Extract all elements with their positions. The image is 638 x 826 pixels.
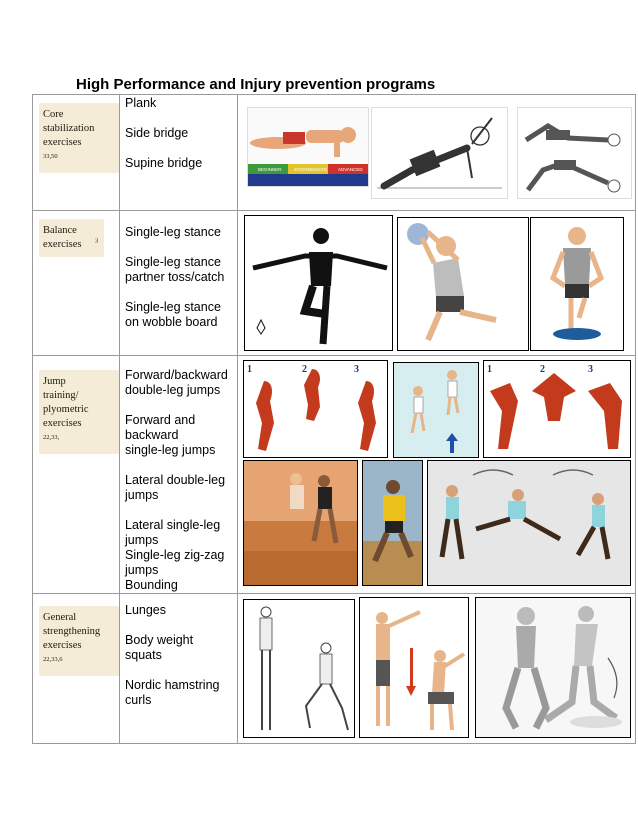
table-row — [33, 356, 636, 594]
exercise-item: Single-leg stance — [125, 300, 221, 314]
category-ref: 3 — [95, 237, 99, 245]
table-row — [33, 211, 636, 356]
category-name: Balance exercises — [43, 225, 82, 250]
exercise-item: single-leg jumps — [125, 443, 216, 457]
step-number: 2 — [540, 364, 545, 375]
exercise-list-cell — [120, 95, 238, 211]
category-label — [39, 219, 104, 257]
exercise-item: partner toss/catch — [125, 270, 225, 284]
exercise-item: Lateral double-leg — [125, 473, 226, 487]
image-cell — [238, 356, 636, 594]
partner-toss-image — [397, 217, 529, 351]
exercise-item: double-leg jumps — [125, 383, 221, 397]
exercise-item: Plank — [125, 96, 157, 110]
category-ref: 22,33, — [43, 434, 60, 441]
exercise-item: Side bridge — [125, 126, 189, 140]
step-number: 3 — [588, 364, 593, 375]
step-number: 2 — [302, 364, 307, 375]
wobble-board-image — [530, 217, 624, 351]
exercise-item: Forward and — [125, 413, 196, 427]
single-leg-jump-image — [393, 362, 479, 458]
exercise-item: Body weight — [125, 633, 194, 647]
squats-image — [359, 597, 469, 738]
exercise-item: Bounding — [125, 578, 178, 592]
exercise-list-cell — [120, 211, 238, 356]
exercise-list — [120, 211, 237, 330]
exercise-item: on wobble board — [125, 315, 218, 329]
exercise-item: jumps — [125, 533, 159, 547]
category-label — [39, 606, 119, 676]
exercise-item: Single-leg stance — [125, 225, 221, 239]
exercise-list — [120, 594, 237, 708]
supine-bridge-image — [517, 107, 632, 199]
step-number: 3 — [354, 364, 359, 375]
category-label — [39, 103, 119, 173]
category-cell — [33, 594, 120, 744]
category-cell — [33, 356, 120, 594]
lateral-double-leg-photo — [243, 460, 358, 586]
category-cell — [33, 95, 120, 211]
lunges-image — [243, 599, 355, 738]
single-leg-stance-image — [244, 215, 393, 351]
exercise-list-cell — [120, 356, 238, 594]
lateral-single-leg-photo — [362, 460, 423, 586]
page-title: High Performance and Injury prevention programs — [76, 76, 436, 93]
exercise-item: jumps — [125, 563, 159, 577]
bar-label: INTERMEDIATE — [294, 167, 328, 172]
bounding-image — [427, 460, 631, 586]
exercise-list-cell — [120, 594, 238, 744]
category-name: Jump training/ plyometric exercises — [43, 376, 89, 429]
exercise-item: jumps — [125, 488, 159, 502]
exercise-item: Forward/backward — [125, 368, 228, 382]
nordic-curls-image — [475, 597, 631, 738]
category-label — [39, 370, 119, 454]
category-name: Core stabilization exercises — [43, 109, 95, 148]
exercise-item: Single-leg stance — [125, 255, 221, 269]
exercise-list — [120, 95, 237, 171]
exercise-list — [120, 356, 237, 593]
programs-table — [32, 94, 636, 744]
exercise-item: Supine bridge — [125, 156, 203, 170]
side-bridge-image — [371, 107, 508, 199]
step-number: 1 — [487, 364, 492, 375]
category-cell — [33, 211, 120, 356]
exercise-item: squats — [125, 648, 162, 662]
exercise-item: Lunges — [125, 603, 167, 617]
image-cell — [238, 594, 636, 744]
table-row — [33, 594, 636, 744]
lateral-jump-anatomy-image — [483, 360, 631, 458]
exercise-item: curls — [125, 693, 152, 707]
plank-image — [247, 107, 369, 187]
bar-label: ADVANCED — [338, 167, 363, 172]
exercise-item: Lateral single-leg — [125, 518, 221, 532]
table-row — [33, 95, 636, 211]
exercise-item: backward — [125, 428, 179, 442]
step-number: 1 — [247, 364, 252, 375]
double-leg-jump-image — [243, 360, 388, 458]
category-ref: 33,50 — [43, 153, 58, 160]
image-cell — [238, 95, 636, 211]
exercise-item: Single-leg zig-zag — [125, 548, 225, 562]
category-ref: 22,33,6 — [43, 656, 63, 663]
bar-label: BEGINNER — [258, 167, 282, 172]
category-name: General strengthening exercises — [43, 612, 101, 651]
image-cell — [238, 211, 636, 356]
exercise-item: Nordic hamstring — [125, 678, 220, 692]
